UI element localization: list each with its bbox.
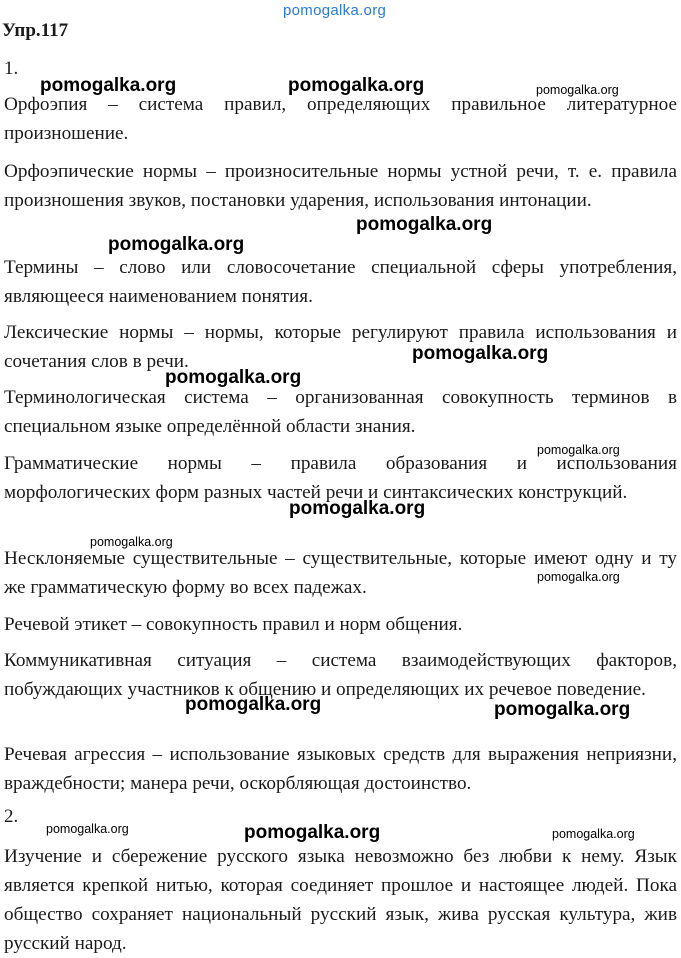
watermark: pomogalka.org	[165, 367, 302, 388]
watermark: pomogalka.org	[185, 694, 322, 715]
paragraph-russian-language: Изучение и сбережение русского языка невозможно без любви к нему. Язык является крепкой нитью, которая соединяет прошлое и настоящее людей. Пока общество сохраняет национальный русский язык, жива русская культура, жив русский народ.	[4, 846, 677, 954]
watermark: pomogalka.org	[356, 214, 493, 235]
watermark: pomogalka.org	[244, 822, 381, 843]
paragraph-grammatical-norms: Грамматические нормы – правила образования и использования морфологических форм разных частей речи и синтаксических конструкций.	[4, 453, 677, 503]
watermark: pomogalka.org	[90, 535, 173, 549]
watermark: pomogalka.org	[288, 75, 425, 96]
watermark: pomogalka.org	[537, 570, 620, 584]
watermark: pomogalka.org	[552, 827, 635, 841]
watermark: pomogalka.org	[494, 699, 631, 720]
watermark: pomogalka.org	[536, 83, 619, 97]
paragraph-terminological-system: Терминологическая система – организованная совокупность терминов в специальном языке определённой области знания.	[4, 387, 677, 437]
paragraph-lexical-norms: Лексические нормы – нормы, которые регулируют правила использования и сочетания слов в речи.	[4, 322, 677, 372]
watermark: pomogalka.org	[412, 343, 549, 364]
paragraph-orthoepic-norms: Орфоэпические нормы – произносительные нормы устной речи, т. е. правила произношения звуков, постановки ударения, использования интонации.	[4, 161, 677, 211]
watermark: pomogalka.org	[46, 822, 129, 836]
paragraph-speech-etiquette: Речевой этикет – совокупность правил и норм общения.	[4, 614, 463, 635]
paragraph-terms: Термины – слово или словосочетание специальной сферы употребления, являющееся наименованием понятия.	[4, 257, 677, 307]
exercise-title: Упр.117	[2, 20, 69, 41]
paragraph-speech-aggression: Речевая агрессия – использование языковых средств для выражения неприязни, враждебности; манера речи, оскорбляющая достоинство.	[4, 744, 677, 794]
watermark-header: pomogalka.org	[283, 2, 387, 19]
section-number-1: 1.	[4, 58, 19, 79]
paragraph-orthoepy: Орфоэпия – система правил, определяющих правильное литературное произношение.	[4, 94, 677, 144]
paragraph-communicative-situation: Коммуникативная ситуация – система взаимодействующих факторов, побуждающих участников к общению и определяющих их речевое поведение.	[4, 650, 677, 700]
paragraph-indeclinable-nouns: Несклоняемые существительные – существительные, которые имеют одну и ту же грамматическую форму во всех падежах.	[4, 548, 677, 598]
watermark: pomogalka.org	[537, 443, 620, 457]
watermark: pomogalka.org	[40, 75, 177, 96]
watermark: pomogalka.org	[289, 498, 426, 519]
section-number-2: 2.	[4, 806, 19, 827]
watermark: pomogalka.org	[108, 234, 245, 255]
